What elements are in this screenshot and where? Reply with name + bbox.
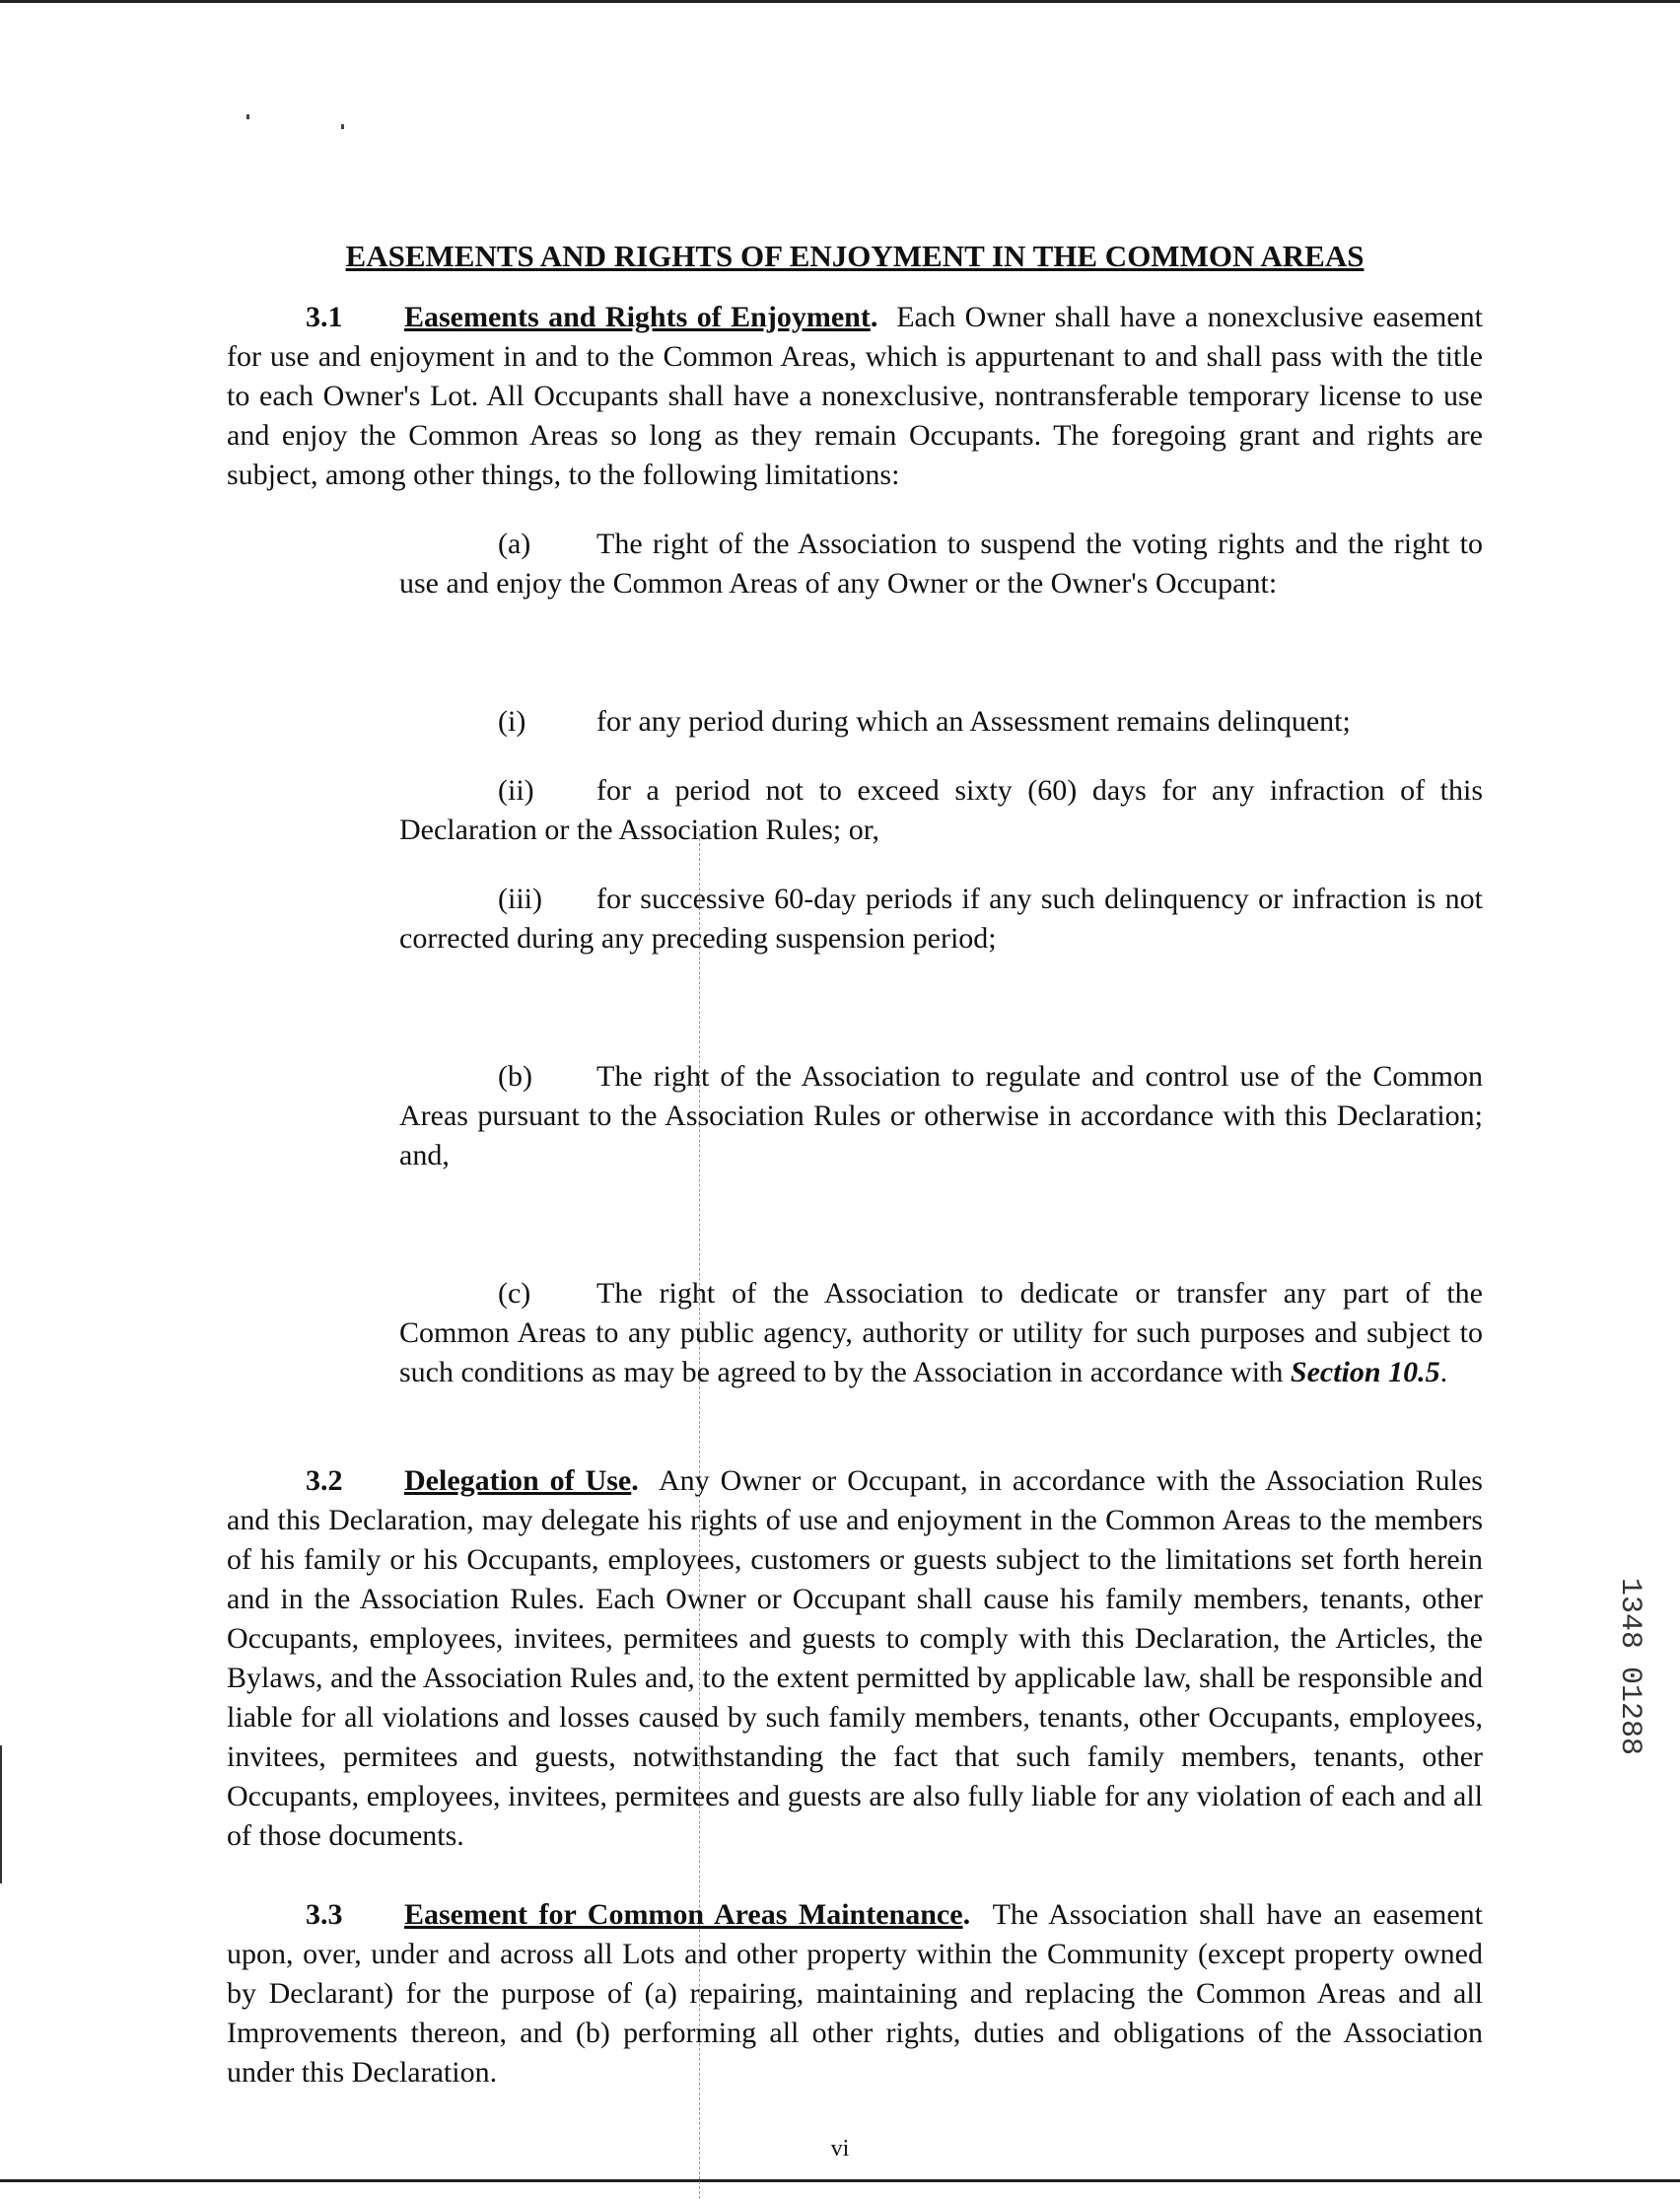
section-3-2: 3.2 Delegation of Use. Any Owner or Occupant, in accordance with the Association Rules and this Declaration, may delegate his rights of use and enjoyment in the Common Areas to the members of his family or his Occupants, employees, customers or guests subject to the limitations set forth herein and in the Association Rules. Each Owner or Occupant shall cause his family members, tenants, other Occupants, employees, invitees, permitees and guests to comply with this Declaration, the Articles, the Bylaws, and the Association Rules and, to the extent permitted by applicable law, shall be responsible and liable for all violations and losses caused by such family members, tenants, other Occupants, employees, invitees, permitees and guests, notwithstanding the fact that such family members, tenants, other Occupants, employees, invitees, permitees and guests are also fully liable for any violation of each and all of those documents.: [227, 1461, 1483, 1856]
section-title: Easement for Common Areas Maintenance: [404, 1898, 963, 1931]
section-number: 3.1: [306, 301, 343, 333]
clause-text: for successive 60-day periods if any such delinquency or infraction is not corrected during any preceding suspension period;: [399, 883, 1483, 955]
clause-text: for a period not to exceed sixty (60) days for any infraction of this Declaration or the Association Rules; or,: [399, 774, 1483, 846]
clause-end: .: [1439, 1356, 1448, 1388]
section-3-1: 3.1 Easements and Rights of Enjoyment. Each Owner shall have a nonexclusive easement for use and enjoyment in and to the Common Areas, which is appurtenant to and shall pass with the title to each Owner's Lot. All Occupants shall have a nonexclusive, nontransferable temporary license to use and enjoy the Common Areas so long as they remain Occupants. The foregoing grant and rights are subject, among other things, to the following limitations:: [227, 298, 1483, 495]
clause-ii: [399, 771, 1483, 850]
scan-speck: [246, 114, 249, 119]
section-reference: Section 10.5: [1290, 1356, 1440, 1388]
page-number: vi: [830, 2136, 850, 2162]
clause-label: (i): [498, 705, 526, 738]
section-body: The Association shall have an easement upon, over, under and across all Lots and other property within the Community (except property owned by Declarant) for the purpose of (a) repairing, maintaining and replacing the Common Areas and all Improvements thereon, and (b) performing all other rights, duties and obligations of the Association under this Declaration.: [227, 1898, 1483, 2089]
clause-text: for any period during which an Assessment remains delinquent;: [596, 705, 1351, 738]
scan-edge-top: [0, 0, 1680, 3]
clause-text: The right of the Association to regulate and control use of the Common Areas pursuant to the Association Rules or otherwise in accordance with this Declaration; and,: [399, 1060, 1483, 1171]
clause-a: [399, 525, 1483, 603]
scan-edge-bottom: [0, 2179, 1680, 2182]
section-number: 3.2: [306, 1464, 343, 1497]
section-number: 3.3: [306, 1898, 343, 1931]
clause-label: (b): [498, 1060, 532, 1093]
clause-label: (c): [498, 1277, 531, 1310]
section-3-3: 3.3 Easement for Common Areas Maintenance. The Association shall have an easement upon, over, under and across all Lots and other property within the Community (except property owned by Declarant) for the purpose of (a) repairing, maintaining and replacing the Common Areas and all Improvements thereon, and (b) performing all other rights, duties and obligations of the Association under this Declaration.: [227, 1895, 1483, 2093]
section-body: Each Owner shall have a nonexclusive easement for use and enjoyment in and to the Common Areas, which is appurtenant to and shall pass with the title to each Owner's Lot. All Occupants shall have a nonexclusive, nontransferable temporary license to use and enjoy the Common Areas so long as they remain Occupants. The foregoing grant and rights are subject, among other things, to the following limitations:: [227, 301, 1484, 491]
clause-text: The right of the Association to dedicate or transfer any part of the Common Areas to any public agency, authority or utility for such purposes and subject to such conditions as may be agreed to by the Association in accordance with: [399, 1277, 1483, 1388]
clause-label: (ii): [498, 774, 534, 807]
document-heading: EASEMENTS AND RIGHTS OF ENJOYMENT IN THE COMMON AREAS: [345, 239, 1365, 273]
document-page: [227, 237, 1483, 2093]
clause-b: [399, 1057, 1483, 1175]
clause-i: [399, 702, 1483, 742]
clause-c: [399, 1274, 1483, 1392]
clause-text: The right of the Association to suspend the voting rights and the right to use and enjoy the Common Areas of any Owner or the Owner's Occupant:: [399, 528, 1483, 600]
scan-speck: [341, 124, 344, 129]
side-stamp: 1348 01288: [1613, 1578, 1646, 1756]
clause-label: (iii): [498, 883, 542, 915]
clause-label: (a): [498, 528, 531, 560]
section-title: Delegation of Use: [404, 1464, 632, 1497]
clause-iii: [399, 880, 1483, 958]
section-title: Easements and Rights of Enjoyment: [404, 301, 871, 333]
section-body: Any Owner or Occupant, in accordance with the Association Rules and this Declaration, may delegate his rights of use and enjoyment in the Common Areas to the members of his family or his Occupants, employees, customers or guests subject to the limitations set forth herein and in the Association Rules. Each Owner or Occupant shall cause his family members, tenants, other Occupants, employees, invitees, permitees and guests to comply with this Declaration, the Articles, the Bylaws, and the Association Rules and, to the extent permitted by applicable law, shall be responsible and liable for all violations and losses caused by such family members, tenants, other Occupants, employees, invitees, permitees and guests, notwithstanding the fact that such family members, tenants, other Occupants, employees, invitees, permitees and guests are also fully liable for any violation of each and all of those documents.: [227, 1464, 1483, 1852]
scan-edge-left: [0, 1745, 2, 1883]
